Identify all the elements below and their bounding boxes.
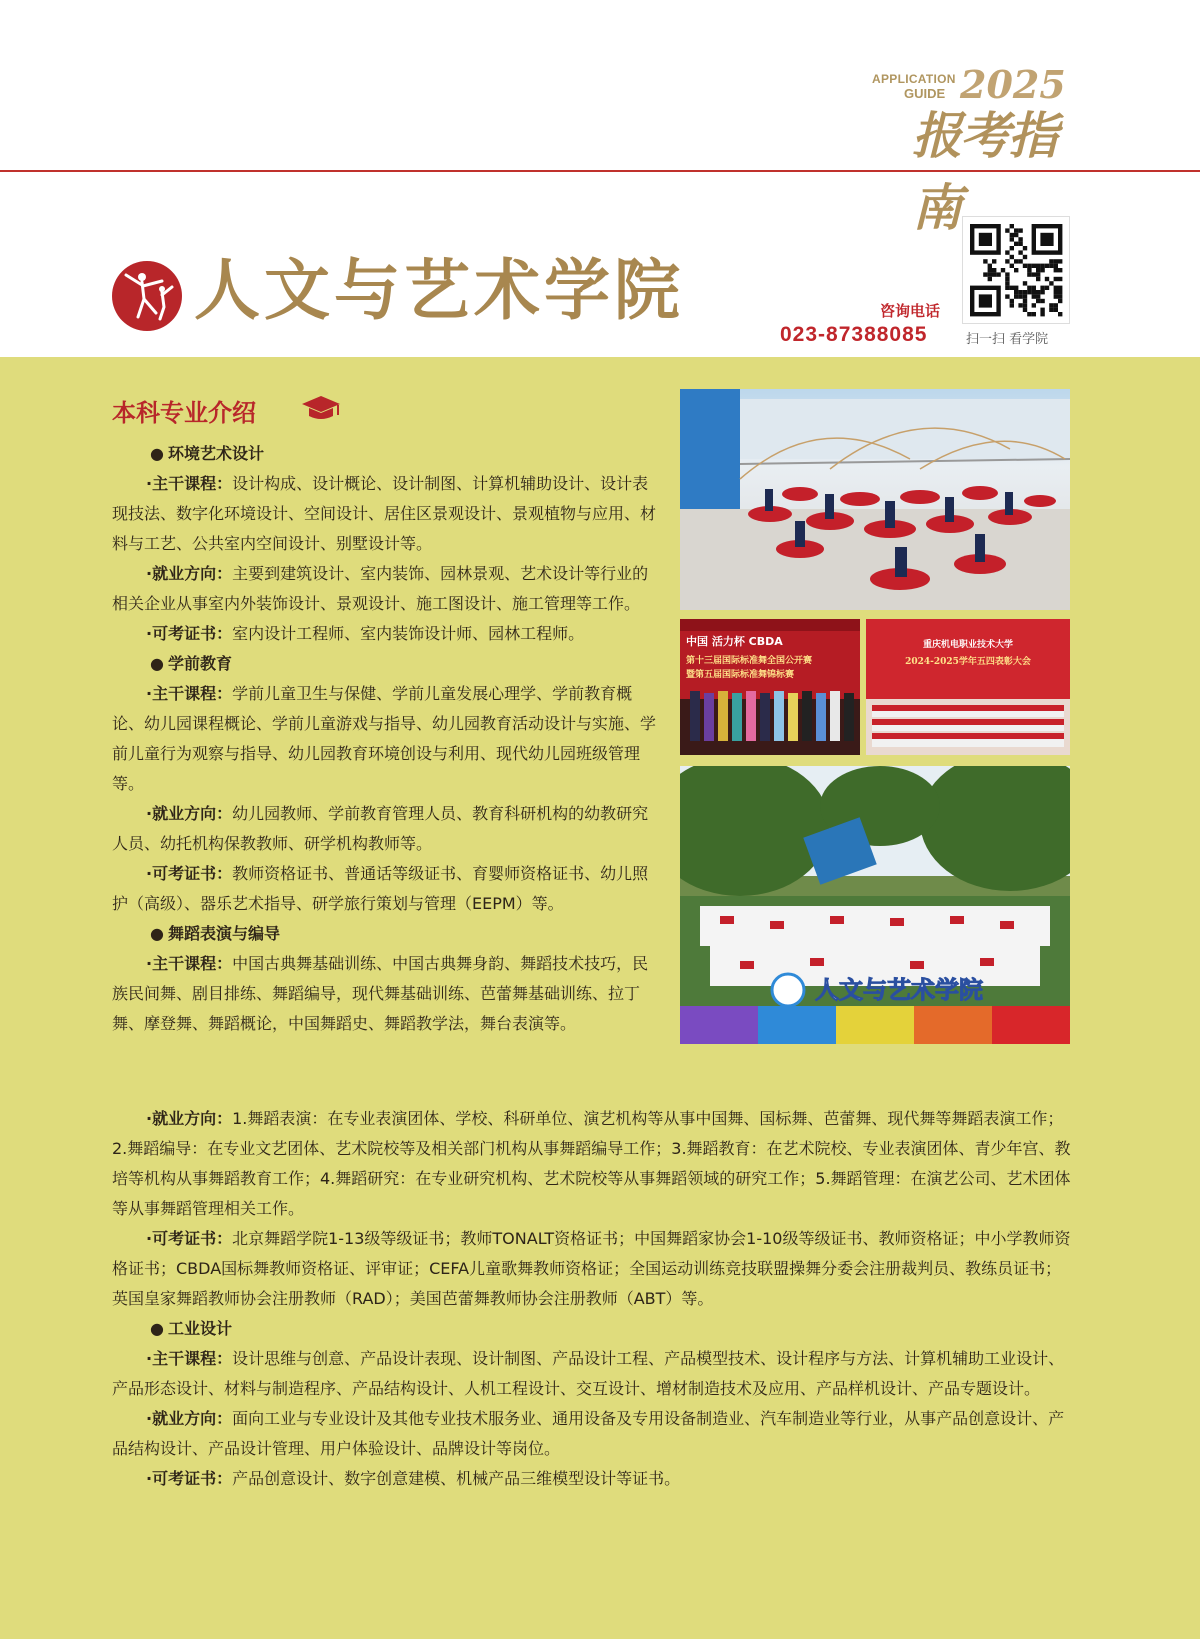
major-3-jobs <box>112 1404 1072 1464</box>
certs-text: 室内设计工程师、室内装饰设计师、园林工程师。 <box>232 624 585 643</box>
majors-text-wide <box>112 1104 1072 1494</box>
jobs-label: ·就业方向： <box>146 564 233 583</box>
certs-text: 教师资格证书、普通话等级证书、育婴师资格证书、幼儿照护（高级）、器乐艺术指导、研学旅行策划与管理（EEPM）等。 <box>112 864 649 913</box>
dance-rehearsal-photo <box>680 389 1070 610</box>
major-0-certs <box>112 619 658 649</box>
courses-label: ·主干课程： <box>146 1349 233 1368</box>
photo3-line1: 重庆机电职业技术大学 <box>922 640 1014 650</box>
jobs-label: ·就业方向： <box>146 1109 233 1128</box>
photo2-line1: 中国 活力杯 CBDA <box>686 635 783 648</box>
jobs-label: ·就业方向： <box>146 804 233 823</box>
dancer-logo-icon <box>112 261 182 331</box>
courses-text: 设计构成、设计概论、设计制图、计算机辅助设计、设计表现技法、数字化环境设计、空间设计、居住区景观设计、景观植物与应用、材料与工艺、公共室内空间设计、别墅设计等。 <box>112 474 657 553</box>
header-divider <box>0 170 1200 172</box>
major-3-certs <box>112 1464 1072 1494</box>
photo4-sign: 人文与艺术学院 <box>815 976 983 1004</box>
major-0-courses <box>112 469 658 559</box>
major-2-certs <box>112 1224 1072 1314</box>
jobs-text: 幼儿园教师、学前教育管理人员、教育科研机构的幼教研究人员、幼托机构保教教师、研学机构教师等。 <box>112 804 649 853</box>
major-3-name: ● 工业设计 <box>112 1314 1072 1344</box>
major-1-certs <box>112 859 658 919</box>
brand-en-line1: APPLICATION <box>872 72 956 86</box>
scan-hint: 扫一扫 看学院 <box>966 332 1049 347</box>
award-ceremony-photo <box>866 619 1070 755</box>
courses-label: ·主干课程： <box>146 474 233 493</box>
certs-label: ·可考证书： <box>146 624 233 643</box>
contact-label: 咨询电话 <box>880 302 941 320</box>
major-2-name: ● 舞蹈表演与编导 <box>112 919 658 949</box>
photo2-line3: 暨第五届国际标准舞锦标赛 <box>686 670 795 680</box>
jobs-text: 面向工业与专业设计及其他专业技术服务业、通用设备及专用设备制造业、汽车制造业等行业，从事产品创意设计、产品结构设计、产品设计管理、用户体验设计、品牌设计等岗位。 <box>112 1409 1065 1458</box>
brand-en-line2: GUIDE <box>904 86 946 101</box>
major-3-courses <box>112 1344 1072 1404</box>
photo2-line2: 第十三届国际标准舞全国公开赛 <box>686 656 813 666</box>
major-2-jobs <box>112 1104 1072 1224</box>
qr-code-icon[interactable] <box>962 216 1070 324</box>
jobs-text: 1.舞蹈表演：在专业表演团体、学校、科研单位、演艺机构等从事中国舞、国标舞、芭蕾舞、现代舞等舞蹈表演工作；2.舞蹈编导：在专业文艺团体、艺术院校等及相关部门机构从事舞蹈编导工作；3.舞蹈教育：在艺术院校、专业表演团体、青少年宫、教培等机构从事舞蹈教育工作；4.舞蹈研究：在专业研究机构、艺术院校等从事舞蹈领域的研究工作；5.舞蹈管理：在演艺公司、艺术团体等从事舞蹈管理相关工作。 <box>112 1109 1071 1218</box>
major-1-courses <box>112 679 658 799</box>
ballroom-competition-photo <box>680 619 860 755</box>
jobs-label: ·就业方向： <box>146 1409 233 1428</box>
major-0-name: ● 环境艺术设计 <box>112 439 658 469</box>
brand-cn: 报考指南 <box>912 106 1056 237</box>
section-title: 本科专业介绍 <box>112 399 256 427</box>
courses-text: 设计思维与创意、产品设计表现、设计制图、产品设计工程、产品模型技术、设计程序与方法、计算机辅助工业设计、产品形态设计、材料与制造程序、产品结构设计、人机工程设计、交互设计、增材制造技术及应用、产品样机设计、产品专题设计。 <box>112 1349 1065 1398</box>
certs-text: 产品创意设计、数字创意建模、机械产品三维模型设计等证书。 <box>232 1469 681 1488</box>
courses-text: 中国古典舞基础训练、中国古典舞身韵、舞蹈技术技巧，民族民间舞、剧目排练、舞蹈编导，现代舞基础训练、芭蕾舞基础训练、拉丁舞、摩登舞、舞蹈概论，中国舞蹈史、舞蹈教学法，舞台表演等。 <box>112 954 649 1033</box>
graduation-cap-icon <box>300 393 342 423</box>
group-photo <box>680 766 1070 1044</box>
major-0-jobs <box>112 559 658 619</box>
brand-year: 2025 <box>960 62 1066 107</box>
photo3-line2: 2024-2025学年五四表彰大会 <box>905 657 1031 667</box>
certs-label: ·可考证书： <box>146 1469 233 1488</box>
certs-label: ·可考证书： <box>146 864 233 883</box>
major-1-name: ● 学前教育 <box>112 649 658 679</box>
courses-label: ·主干课程： <box>146 954 233 973</box>
jobs-text: 主要到建筑设计、室内装饰、园林景观、艺术设计等行业的相关企业从事室内外装饰设计、景观设计、施工图设计、施工管理等工作。 <box>112 564 649 613</box>
major-2-courses <box>112 949 658 1039</box>
contact-phone[interactable]: 023-87388085 <box>780 323 928 346</box>
certs-label: ·可考证书： <box>146 1229 233 1248</box>
major-1-jobs <box>112 799 658 859</box>
courses-label: ·主干课程： <box>146 684 233 703</box>
courses-text: 学前儿童卫生与保健、学前儿童发展心理学、学前教育概论、幼儿园课程概论、学前儿童游戏与指导、幼儿园教育活动设计与实施、学前儿童行为观察与指导、幼儿园教育环境创设与利用、现代幼儿园班级管理等。 <box>112 684 657 793</box>
majors-text-narrow <box>112 439 658 1039</box>
certs-text: 北京舞蹈学院1-13级等级证书；教师TONALT资格证书；中国舞蹈家协会1-10级等级证书、教师资格证；中小学教师资格证书；CBDA国标舞教师资格证、评审证；CEFA儿童歌舞教师资格证；全国运动训练竞技联盟操舞分委会注册裁判员、教练员证书；英国皇家舞蹈教师协会注册教师（RAD）；美国芭蕾舞教师协会注册教师（ABT）等。 <box>112 1229 1071 1308</box>
college-title: 人文与艺术学院 <box>194 251 684 329</box>
guide-brand-logo <box>872 58 1072 237</box>
